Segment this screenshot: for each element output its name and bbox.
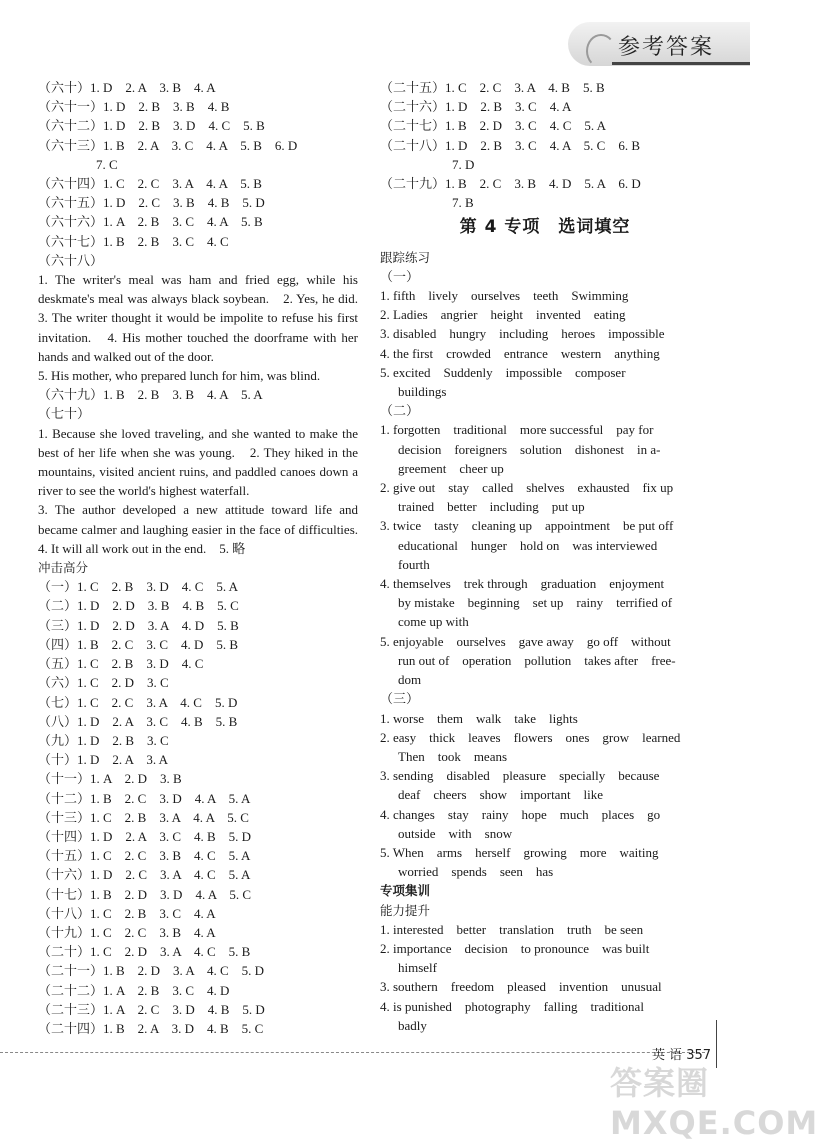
answer-line: 4. is punished photography falling traditional <box>380 998 644 1014</box>
answer-line: educational hunger hold on was interviewed <box>398 537 658 553</box>
subsection-heading: 跟踪练习 <box>380 249 431 265</box>
answer-line: himself <box>398 960 437 976</box>
answer-line: （六十八） <box>38 252 104 268</box>
answer-line: trained better including put up <box>398 499 585 515</box>
answer-line: （十二）1. B 2. C 3. D 4. A 5. A <box>38 790 251 806</box>
answer-line: （十八）1. C 2. B 3. C 4. A <box>38 905 216 921</box>
answer-line: （二十）1. C 2. D 3. A 4. C 5. B <box>38 944 251 960</box>
answer-line: 3. twice tasty cleaning up appointment be put off <box>380 518 674 534</box>
header-title: 参考答案 <box>618 35 715 60</box>
answer-line: 1. interested better translation truth be seen <box>380 921 644 937</box>
answer-line: deaf cheers show important like <box>398 787 604 803</box>
subsection-heading: 能力提升 <box>380 902 431 918</box>
answer-line: come up with <box>398 614 469 630</box>
answer-line: run out of operation pollution takes after free- <box>398 652 676 668</box>
answer-line: （二十八）1. D 2. B 3. C 4. A 5. C 6. B <box>380 137 641 153</box>
answer-line: （二十六）1. D 2. B 3. C 4. A <box>380 99 572 115</box>
answer-line: （七十） <box>38 406 91 422</box>
answer-line: 2. Ladies angrier height invented eating <box>380 307 626 323</box>
answer-line: buildings <box>398 384 447 400</box>
subsection-heading: 专项集训 <box>380 883 431 899</box>
answer-line: （二十四）1. B 2. A 3. D 4. B 5. C <box>38 1020 264 1036</box>
answer-line: 3. southern freedom pleased invention unusual <box>380 979 662 995</box>
answer-line: （十四）1. D 2. A 3. C 4. B 5. D <box>38 828 252 844</box>
answer-line: Then took means <box>398 748 508 764</box>
answer-line: （二十一）1. B 2. D 3. A 4. C 5. D <box>38 963 265 979</box>
answer-line: （一） <box>380 268 420 284</box>
answer-line: （十）1. D 2. A 3. A <box>38 752 169 768</box>
answer-line: 1. worse them walk take lights <box>380 710 578 726</box>
answer-line: dom <box>398 672 422 688</box>
answer-line: greement cheer up <box>398 460 504 476</box>
answer-line: （九）1. D 2. B 3. C <box>38 732 169 748</box>
answer-line: （十六）1. D 2. C 3. A 4. C 5. A <box>38 867 251 883</box>
answer-line: 5. enjoyable ourselves gave away go off without <box>380 633 671 649</box>
answer-line: 3. sending disabled pleasure specially because <box>380 768 660 784</box>
answer-line: （一）1. C 2. B 3. D 4. C 5. A <box>38 579 239 595</box>
answer-line: （十一）1. A 2. D 3. B <box>38 771 182 787</box>
answer-line: （六十六）1. A 2. B 3. C 4. A 5. B <box>38 214 263 230</box>
answer-line: 5. When arms herself growing more waiting <box>380 844 659 860</box>
answer-line: 2. give out stay called shelves exhausted fix up <box>380 480 674 496</box>
answer-line: 2. easy thick leaves flowers ones grow learned <box>380 729 681 745</box>
answer-line: （六十）1. D 2. A 3. B 4. A <box>38 80 216 95</box>
right-column <box>380 78 710 1035</box>
answer-line: 1. fifth lively ourselves teeth Swimming <box>380 288 629 304</box>
footer-dashed-rule <box>0 1052 705 1053</box>
answer-line: （二十五）1. C 2. C 3. A 4. B 5. B <box>380 80 605 95</box>
answer-line: 3. disabled hungry including heroes impossible <box>380 326 665 342</box>
answer-line: （十七）1. B 2. D 3. D 4. A 5. C <box>38 886 252 902</box>
answer-line: fourth <box>398 556 430 572</box>
answer-paragraph: 1. Because she loved traveling, and she wanted to make the best of her life when she was young. 2. They hiked in the mountains, visited ancient ruins, and paddled canoes down a river to see the world's highest waterfall. <box>38 425 358 499</box>
answer-line: （二十三）1. A 2. C 3. D 4. B 5. D <box>38 1001 265 1017</box>
answer-paragraph: 1. The writer's meal was ham and fried egg, while his deskmate's meal was always black soybean. 2. Yes, he did. 3. The writer thought it would be impolite to refuse his first invitation. 4. His mother touched the doorframe with her hands and walked out of the door. <box>38 272 372 364</box>
answer-line: （六十一）1. D 2. B 3. B 4. B <box>38 99 230 115</box>
answer-line: （十三）1. C 2. B 3. A 4. A 5. C <box>38 809 249 825</box>
answer-line: （二十九）1. B 2. C 3. B 4. D 5. A 6. D <box>380 176 641 192</box>
header-tab <box>568 22 750 66</box>
answer-line: （三）1. D 2. D 3. A 4. D 5. B <box>38 617 239 633</box>
answer-line: （六十七）1. B 2. B 3. C 4. C <box>38 233 229 249</box>
answer-line: （六十九）1. B 2. B 3. B 4. A 5. A <box>38 387 263 403</box>
answer-line: （六）1. C 2. D 3. C <box>38 675 169 691</box>
answer-line: badly <box>398 1017 427 1033</box>
answer-paragraph: 5. His mother, who prepared lunch for him, was blind. <box>38 368 321 384</box>
answer-line: （二十二）1. A 2. B 3. C 4. D <box>38 982 230 998</box>
answer-line: 1. forgotten traditional more successful pay for <box>380 422 654 438</box>
subsection-heading: 冲击高分 <box>38 560 89 576</box>
watermark: 答案圈 MXQE.COM <box>610 1064 818 1142</box>
answer-line: 7. C <box>96 156 118 172</box>
left-column <box>38 78 372 1038</box>
page-number: 英 语 357 <box>652 1048 712 1063</box>
answer-line: （八）1. D 2. A 3. C 4. B 5. B <box>38 713 238 729</box>
answer-line: 4. themselves trek through graduation enjoyment <box>380 576 665 592</box>
answer-line: worried spends seen has <box>398 864 554 880</box>
answer-line: （十五）1. C 2. C 3. B 4. C 5. A <box>38 848 251 864</box>
answer-line: （六十三）1. B 2. A 3. C 4. A 5. B 6. D <box>38 137 298 153</box>
answer-line: 2. importance decision to pronounce was built <box>380 940 650 956</box>
answer-line: （十九）1. C 2. C 3. B 4. A <box>38 924 216 940</box>
header-underline <box>612 62 750 65</box>
answer-line: （六十二）1. D 2. B 3. D 4. C 5. B <box>38 118 265 134</box>
answer-line: 7. D <box>452 156 475 172</box>
answer-line: （二）1. D 2. D 3. B 4. B 5. C <box>38 598 239 614</box>
answer-paragraph: 3. The author developed a new attitude toward life and became calmer and laughing easier in the face of difficulties. 4. It will all work out in the end. 5. 略 <box>38 502 372 556</box>
answer-line: （二） <box>380 403 420 419</box>
section-title: 第 4 专项 选词填空 <box>459 217 631 238</box>
answer-line: 7. B <box>452 195 474 211</box>
answer-line: by mistake beginning set up rainy terrified of <box>398 595 673 611</box>
answer-line: decision foreigners solution dishonest in a- <box>398 441 661 457</box>
answer-line: 4. changes stay rainy hope much places go <box>380 806 661 822</box>
answer-line: （二十七）1. B 2. D 3. C 4. C 5. A <box>380 118 607 134</box>
answer-line: （三） <box>380 691 420 707</box>
answer-line: （六十四）1. C 2. C 3. A 4. A 5. B <box>38 176 262 192</box>
answer-line: （七）1. C 2. C 3. A 4. C 5. D <box>38 694 238 710</box>
answer-line: （六十五）1. D 2. C 3. B 4. B 5. D <box>38 195 265 211</box>
answer-line: 5. excited Suddenly impossible composer <box>380 364 626 380</box>
answer-line: 4. the first crowded entrance western anything <box>380 345 660 361</box>
answer-line: （四）1. B 2. C 3. C 4. D 5. B <box>38 636 239 652</box>
answer-line: （五）1. C 2. B 3. D 4. C <box>38 656 204 672</box>
answer-line: outside with snow <box>398 825 513 841</box>
